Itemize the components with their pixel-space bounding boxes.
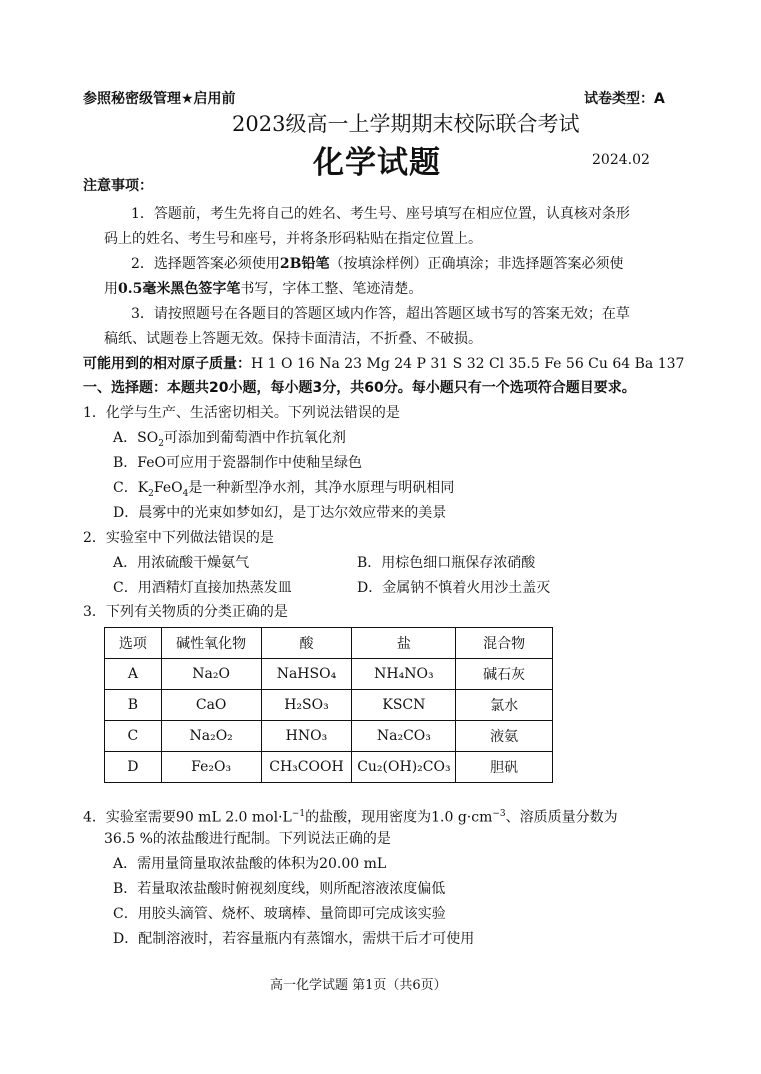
q1-option-b: B．FeO可应用于瓷器制作中使釉呈绿色 xyxy=(113,455,362,471)
q4-stem-line-1: 4．实验室需要90 mL 2.0 $mol\cdot L^{-1}$的盐酸，现用密度为1.0 $g\cdot cm^{-3}$、溶质质量分数为 xyxy=(83,809,618,826)
table-cell-salt: KSCN xyxy=(352,690,456,721)
q4-stem-line-2: 36.5 %的浓盐酸进行配制。下列说法正确的是 xyxy=(104,831,391,847)
subject-title: 化学试题 xyxy=(313,145,441,181)
notice-item-1-line-2: 码上的姓名、考生号和座号，并将条形码粘贴在指定位置上。 xyxy=(104,231,482,247)
q1-option-a: A．$SO_2$可添加到葡萄酒中作抗氧化剂 xyxy=(113,430,346,449)
notice-heading: 注意事项： xyxy=(83,178,153,194)
q2-option-c: C．用酒精灯直接加热蒸发皿 xyxy=(113,580,292,596)
table-header-cell: 选项 xyxy=(105,628,162,659)
table-cell-oxide: Na₂O xyxy=(161,659,261,690)
table-cell-acid: CH₃COOH xyxy=(261,752,352,783)
notice-item-1-line-1: 1．答题前，考生先将自己的姓名、考生号、座号填写在相应位置，认真核对条形 xyxy=(131,206,630,222)
q2-option-a: A．用浓硫酸干燥氨气 xyxy=(113,555,250,571)
table-header-cell: 混合物 xyxy=(456,628,553,659)
table-cell-oxide: Na₂O₂ xyxy=(161,721,261,752)
paper-type-label: 试卷类型：A xyxy=(584,91,665,107)
q4-option-b: B．若量取浓盐酸时俯视刻度线，则所配溶液浓度偏低 xyxy=(113,881,446,897)
table-cell-option: C xyxy=(105,721,162,752)
table-cell-mixture: 氯水 xyxy=(456,690,553,721)
table-cell-option: B xyxy=(105,690,162,721)
table-header-cell: 酸 xyxy=(261,628,352,659)
q4-option-a: A．需用量筒量取浓盐酸的体积为20.00 mL xyxy=(113,856,387,872)
table-cell-salt: Na₂CO₃ xyxy=(352,721,456,752)
table-cell-acid: H₂SO₃ xyxy=(261,690,352,721)
atomic-masses: 可能用到的相对原子质量：H 1 O 16 Na 23 Mg 24 P 31 S 32 Cl 35.5 Fe 56 Cu 64 Ba 137 xyxy=(83,356,685,372)
table-cell-acid: HNO₃ xyxy=(261,721,352,752)
notice-item-2-line-1: 2．选择题答案必须使用2B铅笔（按填涂样例）正确填涂；非选择题答案必须使 xyxy=(131,256,624,272)
table-cell-salt: Cu₂(OH)₂CO₃ xyxy=(352,752,456,783)
q4-option-c: C．用胶头滴管、烧杯、玻璃棒、量筒即可完成该实验 xyxy=(113,906,446,922)
q2-option-b: B．用棕色细口瓶保存浓硝酸 xyxy=(357,555,536,571)
table-cell-oxide: CaO xyxy=(161,690,261,721)
table-row xyxy=(105,752,553,783)
table-cell-acid: NaHSO₄ xyxy=(261,659,352,690)
q3-stem: 3．下列有关物质的分类正确的是 xyxy=(83,604,288,620)
table-header-cell: 盐 xyxy=(352,628,456,659)
classification-table xyxy=(104,627,553,783)
table-row xyxy=(105,659,553,690)
table-header-row xyxy=(105,628,553,659)
exam-title: 2023级高一上学期期末校际联合考试 xyxy=(232,112,580,136)
table-cell-oxide: Fe₂O₃ xyxy=(161,752,261,783)
table-cell-salt: NH₄NO₃ xyxy=(352,659,456,690)
q1-stem: 1．化学与生产、生活密切相关。下列说法错误的是 xyxy=(83,405,400,421)
q4-option-d: D．配制溶液时，若容量瓶内有蒸馏水，需烘干后才可使用 xyxy=(113,931,475,947)
table-cell-mixture: 胆矾 xyxy=(456,752,553,783)
exam-date: 2024.02 xyxy=(592,152,650,168)
section-1-heading: 一、选择题：本题共20小题，每小题3分，共60分。每小题只有一个选项符合题目要求。 xyxy=(83,380,636,396)
table-cell-option: D xyxy=(105,752,162,783)
notice-item-2-line-2: 用0.5毫米黑色签字笔书写，字体工整、笔迹清楚。 xyxy=(104,281,423,297)
table-cell-option: A xyxy=(105,659,162,690)
notice-item-3-line-2: 稿纸、试题卷上答题无效。保持卡面清洁，不折叠、不破损。 xyxy=(104,331,482,347)
table-cell-mixture: 碱石灰 xyxy=(456,659,553,690)
page-footer: 高一化学试题 第1页（共6页） xyxy=(270,978,447,993)
q1-option-d: D．晨雾中的光束如梦如幻，是丁达尔效应带来的美景 xyxy=(113,505,447,521)
table-row xyxy=(105,721,553,752)
table-header-cell: 碱性氧化物 xyxy=(161,628,261,659)
q2-stem: 2．实验室中下列做法错误的是 xyxy=(83,530,274,546)
q1-option-c: C．$K_2FeO_4$是一种新型净水剂，其净水原理与明矾相同 xyxy=(113,480,455,499)
secrecy-label: 参照秘密级管理★启用前 xyxy=(83,91,236,107)
notice-item-3-line-1: 3．请按照题号在各题目的答题区域内作答，超出答题区域书写的答案无效；在草 xyxy=(131,306,630,322)
table-cell-mixture: 液氨 xyxy=(456,721,553,752)
table-row xyxy=(105,690,553,721)
q2-option-d: D．金属钠不慎着火用沙土盖灭 xyxy=(357,580,551,596)
